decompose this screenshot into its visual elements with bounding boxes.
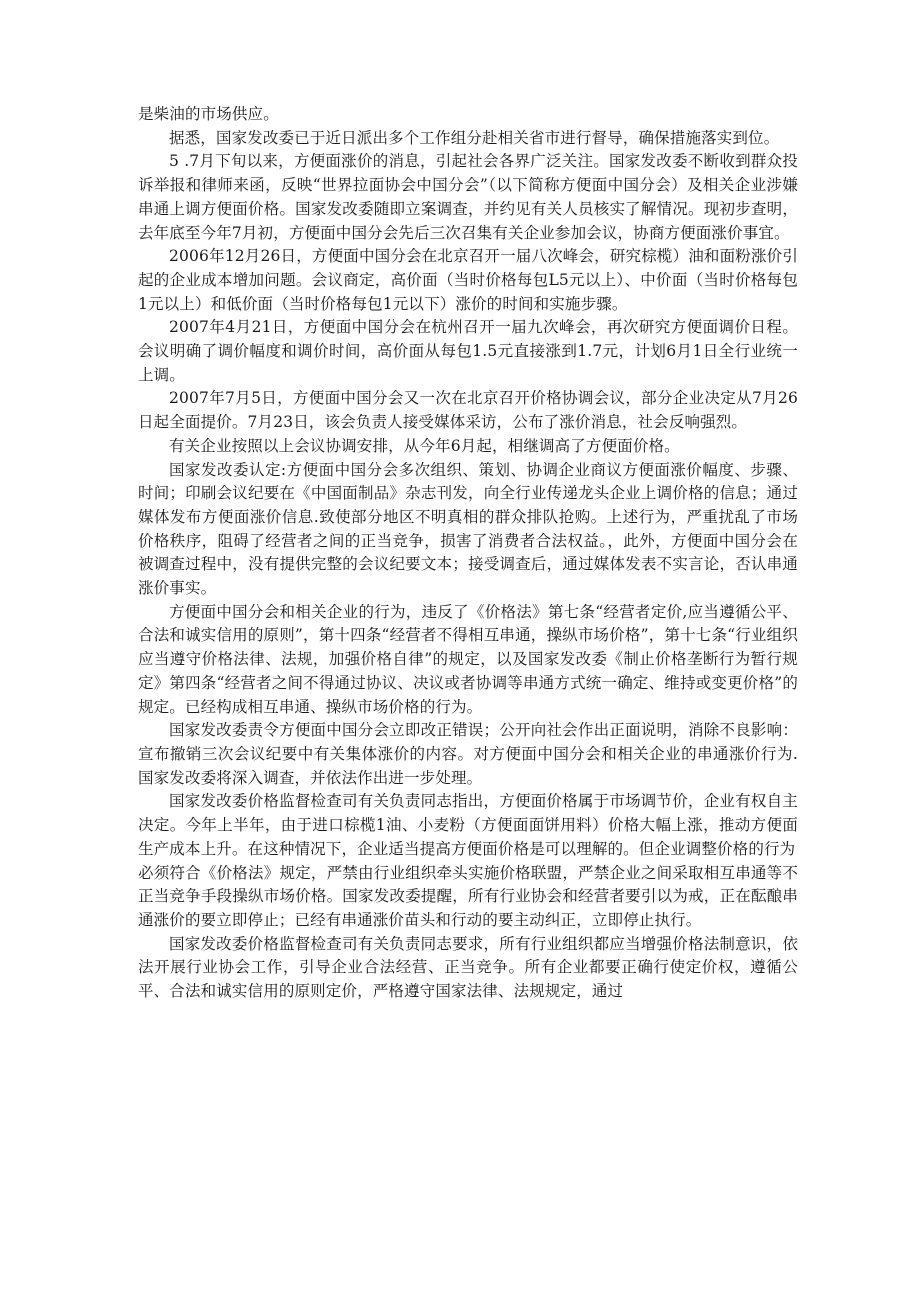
paragraph-6: 2007年7月5日，方便面中国分会又一次在北京召开价格协调会议，部分企业决定从7月26日起全面提价。7月23日，该会负责人接受媒体采访，公布了涨价消息，社会反响强烈。 [138,389,798,432]
paragraph-3: 5 .7月下旬以来，方便面涨价的消息，引起社会各界广泛关注。国家发改委不断收到群众投诉举报和律师来函，反映“世界拉面协会中国分会”（以下简称方便面中国分会）及相关企业涉嫌串通上调方便面价格。国家发改委随即立案调查，并约见有关人员核实了解情况。现初步查明，去年底至今年7月初，方便面中国分会先后三次召集有关企业参加会议，协商方便面涨价事宜。 [138,152,798,242]
document-body [138,103,798,1004]
paragraph-12: 必须符合《价格法》规定，严禁由行业组织牵头实施价格联盟，严禁企业之间采取相互串通等不正当竞争手段操纵市场价格。国家发改委提醒，所有行业协会和经营者要引以为戒，正在酝酿串通涨价的要立即停止；已经有串通涨价苗头和行动的要主动纠正，立即停止执行。 [138,863,798,929]
paragraph-8: 国家发改委认定:方便面中国分会多次组织、策划、协调企业商议方便面涨价幅度、步骤、时间；印刷会议纪要在《中国面制品》杂志刊发，向全行业传递龙头企业上调价格的信息；通过媒体发布方便面涨价信息.致使部分地区不明真相的群众排队抢购。上述行为，严重扰乱了市场价格秩序，阻碍了经营者之间的正当竞争，损害了消费者合法权益。，此外，方便面中国分会在被调查过程中，没有提供完整的会议纪要文本；接受调查后，通过媒体发表不实言论，否认串通涨价事实。 [138,460,798,598]
paragraph-7: 有关企业按照以上会议协调安排，从今年6月起，相继调高了方便面价格。 [169,436,680,455]
paragraph-4: 2006年12月26日，方便面中国分会在北京召开一届八次峰会，研究棕榄）油和面粉涨价引起的企业成本增加问题。会议商定，高价面（当时价格每包L5元以上）、中价面（当时价格每包1元以上）和低价面（当时价格每包1元以下）涨价的时间和实施步骤。 [138,247,798,313]
paragraph-5: 2007年4月21日，方便面中国分会在杭州召开一届九次峰会，再次研究方便面调价日程。会议明确了调价幅度和调价时间，高价面从每包1.5元直接涨到1.7元，计划6月1日全行业统一上调。 [138,318,798,384]
paragraph-2: 据悉，国家发改委已于近日派出多个工作组分赴相关省市进行督导，确保措施落实到位。 [169,128,780,147]
paragraph-11: 国家发改委价格监督检查司有关负责同志指出，方便面价格属于市场调节价，企业有权自主决定。今年上半年，由于进口棕榄1油、小麦粉（方便面面饼用料）价格大幅上涨，推动方便面生产成本上升。在这种情况下，企业适当提高方便面价格是可以理解的。但企业调整价格的行为 [138,792,798,858]
paragraph-1: 是柴油的市场供应。 [138,105,279,123]
paragraph-9: 方便面中国分会和相关企业的行为，违反了《价格法》第七条“经营者定价,应当遵循公平、合法和诚实信用的原则”，第十四条“经营者不得相互串通，操纵市场价格”，第十七条“行业组织应当遵守价格法律、法规，加强价格自律”的规定，以及国家发改委《制止价格垄断行为暂行规定》第四条“经营者之间不得通过协议、决议或者协调等串通方式统一确定、维持或变更价格”的规定。已经构成相互串通、操纵市场价格的行为。 [138,602,798,716]
paragraph-10: 国家发改委责令方便面中国分会立即改正错误；公开向社会作出正面说明，消除不良影响：宣布撤销三次会议纪要中有关集体涨价的内容。对方便面中国分会和相关企业的串通涨价行为.国家发改委将深入调查，并依法作出进一步处理。 [138,721,798,787]
paragraph-13: 国家发改委价格监督检查司有关负责同志要求，所有行业组织都应当增强价格法制意识，依法开展行业协会工作，引导企业合法经营、正当竞争。所有企业都要正确行使定价权，遵循公平、合法和诚实信用的原则定价，严格遵守国家法律、法规规定，通过 [138,934,798,1001]
